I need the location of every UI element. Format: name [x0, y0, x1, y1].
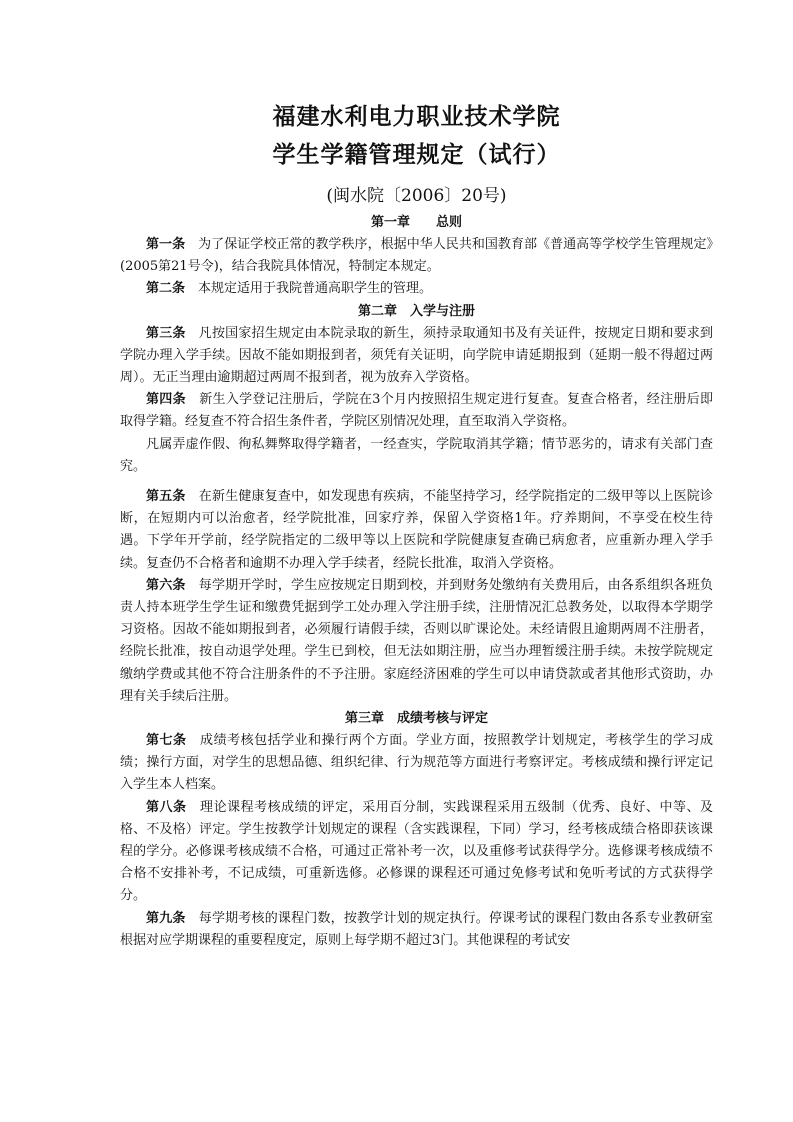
article-6 — [120, 575, 713, 708]
article-4-continued — [120, 434, 713, 478]
article-text: 凡属弄虚作假、徇私舞弊取得学籍者，一经查实，学院取消其学籍；情节恶劣的，请求有关部门查究。 — [120, 436, 713, 474]
article-text: 在新生健康复查中，如发现患有疾病，不能坚持学习，经学院指定的二级甲等以上医院诊断，在短期内可以治愈者，经学院批准，回家疗养，保留入学资格1年。疗养期间，不享受在校生待遇。下学年开学前，经学院指定的二级甲等以上医院和学院健康复查确已病愈者，应重新办理入学手续。复查仍不合格者和逾期不办理入学手续者，经院长批准，取消入学资格。 — [120, 489, 713, 571]
article-label: 第五条 — [146, 489, 186, 505]
article-label: 第八条 — [146, 799, 187, 815]
article-label: 第二条 — [146, 281, 186, 297]
article-3 — [120, 323, 713, 390]
article-text: 本规定适用于我院普通高职学生的管理。 — [185, 281, 433, 297]
article-label: 第七条 — [146, 733, 187, 749]
chapter-heading: 第三章 成绩考核与评定 — [344, 711, 488, 727]
article-4 — [120, 389, 713, 433]
article-label: 第四条 — [146, 392, 186, 408]
article-label: 第一条 — [146, 237, 186, 252]
article-label: 第九条 — [146, 910, 186, 926]
article-text: 新生入学登记注册后，学院在3个月内按照招生规定进行复查。复查合格者，经注册后即取得学籍。经复查不符合招生条件者，学院区别情况处理，直至取消入学资格。 — [120, 392, 713, 430]
article-text: 成绩考核包括学业和操行两个方面。学业方面，按照教学计划规定，考核学生的学习成绩；操行方面，对学生的思想品德、组织纪律、行为规范等方面进行考察评定。考核成绩和操行评定记入学生本人档案。 — [120, 733, 713, 793]
article-text: 为了保证学校正常的教学秩序，根据中华人民共和国教育部《普通高等学校学生管理规定》(2005第21号令)，结合我院具体情况，特制定本规定。 — [120, 237, 713, 275]
article-1 — [120, 234, 713, 278]
document-title-line1: 福建水利电力职业技术学院 — [272, 104, 561, 130]
article-text: 理论课程考核成绩的评定，采用百分制，实践课程采用五级制（优秀、良好、中等、及格、不及格）评定。学生按教学计划规定的课程（含实践课程，下同）学习，经考核成绩合格即获该课程的学分。必修课考核成绩不合格，可通过正常补考一次，以及重修考试获得学分。选修课考核成绩不合格不安排补考，不记成绩，可重新选修。必修课的课程还可通过免修考试和免听考试的方式获得学分。 — [120, 799, 713, 904]
article-9 — [120, 908, 713, 952]
article-5 — [120, 486, 713, 575]
article-label: 第六条 — [146, 577, 186, 593]
article-text: 每学期考核的课程门数，按教学计划的规定执行。停课考试的课程门数由各系专业教研室根据对应学期课程的重要程度定，原则上每学期不超过3门。其他课程的考试安 — [120, 910, 713, 948]
article-7 — [120, 730, 713, 797]
article-text: 凡按国家招生规定由本院录取的新生，须持录取通知书及有关证件，按规定日期和要求到学院办理入学手续。因故不能如期报到者，须凭有关证明，向学院申请延期报到（延期一般不得超过两周）。无正当理由逾期超过两周不报到者，视为放弃入学资格。 — [120, 325, 713, 386]
document-title-line2: 学生学籍管理规定（试行） — [272, 142, 561, 168]
chapter-heading: 第二章 入学与注册 — [357, 303, 475, 319]
chapter-heading: 第一章 总则 — [370, 215, 462, 230]
article-2 — [120, 278, 713, 300]
article-label: 第三条 — [146, 325, 186, 341]
article-text: 每学期开学时，学生应按规定日期到校，并到财务处缴纳有关费用后，由各系组织各班负责人持本班学生学生证和缴费凭据到学工处办理入学注册手续，注册情况汇总教务处，以取得本学期学习资格。因故不能如期报到者，必须履行请假手续，否则以旷课论处。未经请假且逾期两周不注册者，经院长批准，按自动退学处理。学生已到校，但无法如期注册，应当办理暂缓注册手续。未按学院规定缴纳学费或其他不符合注册条件的不予注册。家庭经济困难的学生可以申请贷款或者其他形式资助，办理有关手续后注册。 — [120, 577, 713, 704]
document-number: (闽水院〔2006〕20号) — [326, 186, 507, 206]
article-8 — [120, 797, 713, 908]
